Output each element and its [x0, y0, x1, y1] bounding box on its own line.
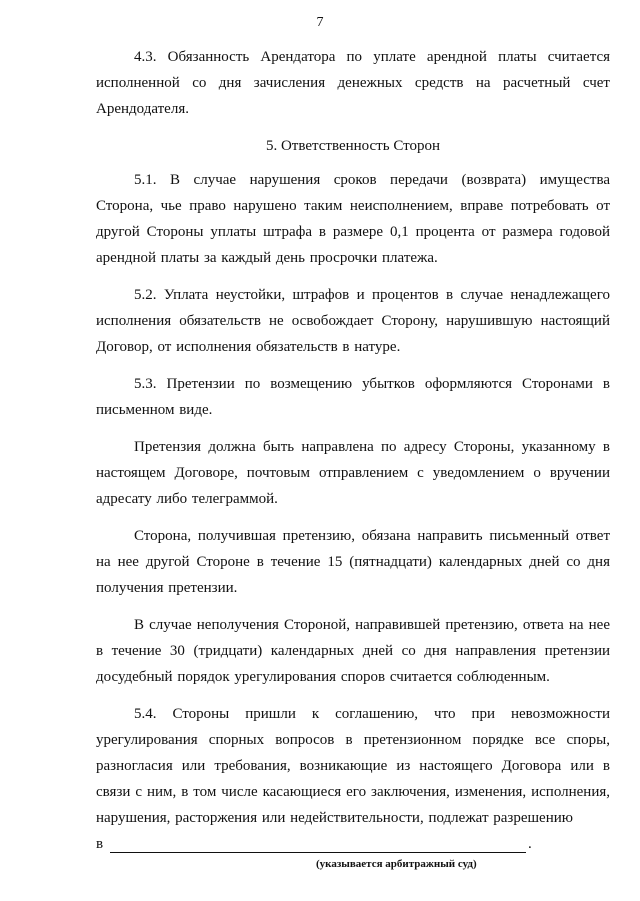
- paragraph-no-response: В случае неполучения Стороной, направившей претензию, ответа на нее в течение 30 (тридцати) календарных дней со дня направления претензии досудебный порядок урегулирования споров считается соблюденным.: [96, 617, 610, 685]
- clause-5-2: 5.2. Уплата неустойки, штрафов и процентов в случае ненадлежащего исполнения обязательств не освобождает Сторону, нарушившую настоящий Договор, от исполнения обязательств в натуре.: [96, 287, 610, 355]
- court-prefix: в: [96, 836, 104, 852]
- section-heading: 5. Ответственность Сторон: [265, 138, 441, 154]
- paragraph-claim-address: Претензия должна быть направлена по адресу Стороны, указанному в настоящем Договоре, почтовым отправлением с уведомлением о вручении адресату либо телеграммой.: [96, 439, 610, 507]
- clause-5-4: 5.4. Стороны пришли к соглашению, что при невозможности урегулирования спорных вопросов в претензионном порядке все споры, разногласия или требования, возникающие из настоящего Договора или в связи с ним, в том числе касающиеся его заключения, изменения, исполнения, нарушения, расторжения или недействительности, подлежат разрешению: [96, 706, 610, 826]
- court-caption: (указывается арбитражный суд): [316, 858, 477, 870]
- document-body: [96, 44, 610, 871]
- court-blank-field: [110, 834, 526, 853]
- court-suffix: .: [528, 836, 532, 852]
- paragraph-claim-response: Сторона, получившая претензию, обязана направить письменный ответ на нее другой Стороне в течение 15 (пятнадцати) календарных дней со дня получения претензии.: [96, 528, 610, 596]
- clause-4-3: 4.3. Обязанность Арендатора по уплате арендной платы считается исполненной со дня зачисления денежных средств на расчетный счет Арендодателя.: [96, 49, 610, 117]
- clause-5-3: 5.3. Претензии по возмещению убытков оформляются Сторонами в письменном виде.: [96, 376, 610, 418]
- page-number: 7: [316, 15, 324, 30]
- clause-5-1: 5.1. В случае нарушения сроков передачи (возврата) имущества Сторона, чье право нарушено таким неисполнением, вправе потребовать от другой Стороны уплаты штрафа в размере 0,1 процента от размера годовой арендной платы за каждый день просрочки платежа.: [96, 172, 610, 266]
